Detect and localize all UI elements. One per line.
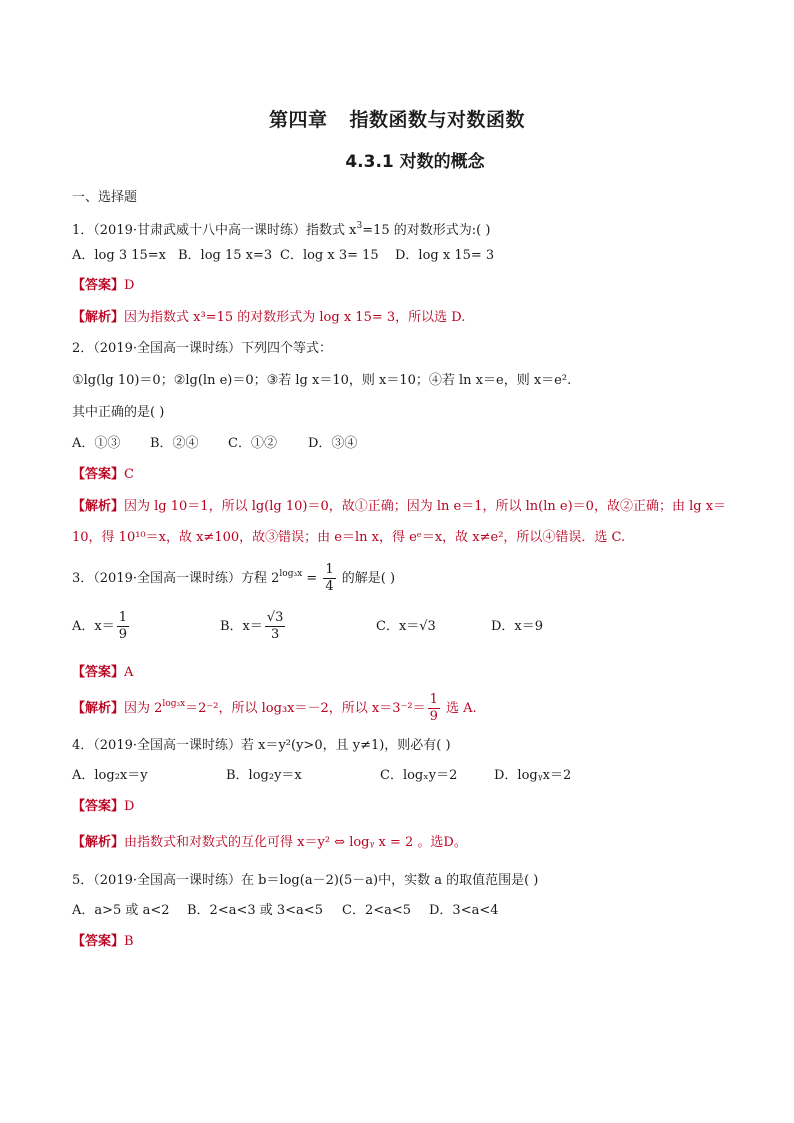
q1-stem: 1．（2019·甘肃武威十八中高一课时练）指数式 $x^3=15$ 的对数形式为:( ) — [72, 221, 491, 238]
chapter-number: 第四章 — [268, 109, 328, 131]
q3-options — [72, 610, 543, 643]
q4-option-c: C．logₓy＝2 — [380, 768, 458, 783]
q3-option-b: B．x＝ $\frac{√3}{3}$ — [220, 610, 284, 642]
q4-answer: 【答案】D — [72, 799, 135, 814]
q2-answer: 【答案】C — [72, 467, 134, 482]
q1-option-b: B．log 15 x=3 — [178, 248, 273, 263]
q4-analysis: 【解析】由指数式和对数式的互化可得 x＝y² ⇔ logᵧ x = 2 。选D。 — [72, 835, 467, 850]
q2-ask: 其中正确的是( ) — [72, 405, 165, 420]
q5-option-c: C．2<a<5 — [342, 903, 412, 918]
q2-option-a: A．①③ — [72, 436, 121, 451]
q3-option-d: D．x＝9 — [491, 619, 544, 634]
q2-option-d: D．③④ — [308, 436, 358, 451]
q3-fraction: $\frac{1}{4}$ — [325, 562, 334, 594]
q1-analysis: 【解析】因为指数式 x³=15 的对数形式为 log x 15= 3，所以选 D. — [72, 310, 466, 325]
q2-option-b: B．②④ — [150, 436, 199, 451]
q1-option-a: A．log 3 15=x — [72, 248, 166, 263]
q2-analysis-line-1: 【解析】因为 lg 10＝1，所以 lg(lg 10)＝0，故①正确；因为 ln e＝1，所以 ln(ln e)＝0，故②正确；由 lg x＝ — [72, 499, 727, 514]
q2-analysis-line-2: 10，得 10¹⁰＝x，故 x≠100，故③错误；由 e＝ln x，得 eᵉ＝x，故 x≠e²，所以④错误．选 C. — [72, 530, 626, 545]
q2-stem: 2．（2019·全国高一课时练）下列四个等式： — [72, 341, 332, 356]
q2-option-c: C．①② — [228, 436, 277, 451]
q3-analysis-fraction: $\frac{1}{9}$ — [429, 692, 438, 724]
q4-options — [72, 767, 571, 785]
q5-options — [72, 902, 499, 920]
q5-stem: 5．（2019·全国高一课时练）在 b＝log(a－2)(5－a)中，实数 a 的取值范围是( ) — [72, 873, 539, 888]
q5-answer: 【答案】B — [72, 934, 134, 949]
section-title: 一、选择题 — [72, 190, 138, 205]
q4-option-a: A．log₂x＝y — [72, 768, 148, 783]
q5-option-d: D．3<a<4 — [429, 903, 499, 918]
q4-option-b: B．log₂y＝x — [226, 768, 302, 783]
q1-options — [72, 247, 494, 265]
q3-option-c: C．x＝√3 — [376, 619, 436, 634]
q2-options — [72, 435, 357, 453]
q1-option-c: C．log x 3= 15 — [280, 248, 379, 263]
q5-option-a: A．a>5 或 a<2 — [72, 903, 170, 918]
q4-option-d: D．logᵧx＝2 — [494, 768, 572, 783]
q3-analysis: 【解析】因为 $2^{log_3x}=2^{-2}$，所以 log₃x＝－2，所以 x＝3⁻²＝ $\frac{1}{9}$ 选 A. — [72, 692, 477, 724]
q5-option-b: B．2<a<3 或 3<a<5 — [187, 903, 323, 918]
q2-statements: ①lg(lg 10)＝0；②lg(ln e)＝0；③若 lg x＝10，则 x＝10；④若 ln x＝e，则 x＝e². — [72, 373, 572, 388]
q1-answer: 【答案】D — [72, 278, 135, 293]
q1-option-d: D．log x 15= 3 — [395, 248, 495, 263]
chapter-heading — [0, 105, 794, 132]
q3-stem: 3．（2019·全国高一课时练）方程 $2^{log_3x}$ = $\frac{1}{4}$ 的解是( ) — [72, 562, 396, 594]
q3-answer: 【答案】A — [72, 665, 134, 680]
section-heading: 4.3.1 对数的概念 — [345, 152, 485, 172]
chapter-title: 指数函数与对数函数 — [349, 109, 526, 131]
q4-stem: 4．（2019·全国高一课时练）若 x＝y²(y>0，且 y≠1)，则必有( ) — [72, 738, 451, 753]
q3-option-a: A．x＝ $\frac{1}{9}$ — [72, 610, 128, 642]
